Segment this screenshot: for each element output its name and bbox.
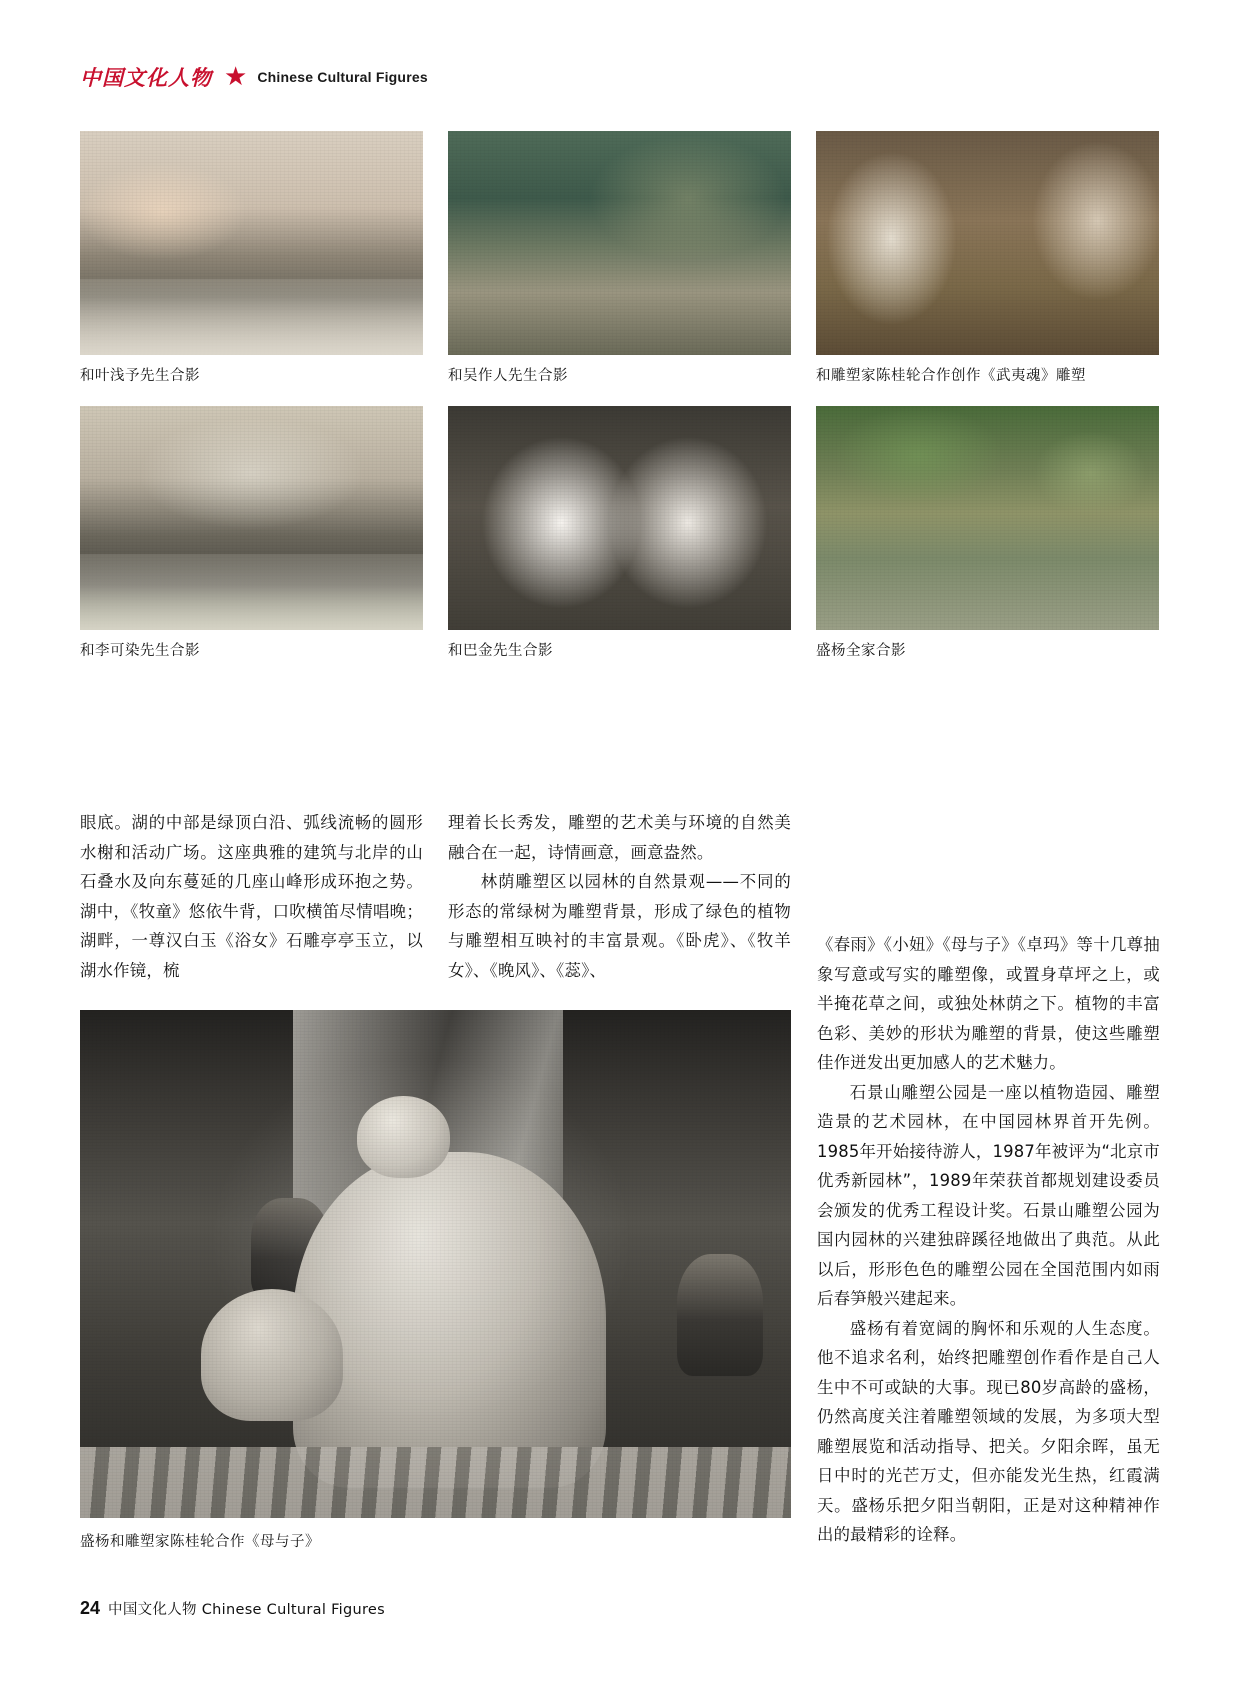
photo-wu-zuoren: [448, 131, 791, 355]
photo-texture: [448, 406, 791, 630]
paragraph: 《春雨》《小妞》《母与子》《卓玛》等十几尊抽象写意或写实的雕塑像，或置身草坪之上，或半掩花草之间，或独处林荫之下。植物的丰富色彩、美妙的形状为雕塑的背景，使这些雕塑佳作迸发出更加感人的艺术魅力。: [817, 935, 1160, 1072]
photo-caption: 和巴金先生合影: [448, 643, 553, 660]
page-footer: [80, 1598, 385, 1619]
column-middle: [448, 808, 791, 985]
paragraph: 林荫雕塑区以园林的自然景观——不同的形态的常绿树为雕塑背景，形成了绿色的植物与雕塑相互映衬的丰富景观。《卧虎》、《牧羊女》、《晚风》、《蕊》、: [448, 872, 791, 980]
paragraph: 理着长长秀发，雕塑的艺术美与环境的自然美融合在一起，诗情画意，画意盎然。: [448, 813, 791, 862]
photo-ye-qianyu: [80, 131, 423, 355]
photo-caption: 和叶浅予先生合影: [80, 368, 200, 384]
photo-texture: [80, 1010, 791, 1518]
paragraph: 盛杨有着宽阔的胸怀和乐观的人生态度。他不追求名利，始终把雕塑创作看作是自己人生中不可或缺的大事。现已80岁高龄的盛杨，仍然高度关注着雕塑领域的发展，为多项大型雕塑展览和活动指导、把关。夕阳余晖，虽无日中时的光芒万丈，但亦能发光生热，红霞满天。盛杨乐把夕阳当朝阳，正是对这种精神作出的最精彩的诠释。: [817, 1318, 1160, 1544]
feature-photo-block: [80, 1010, 791, 1551]
photo-texture: [816, 406, 1159, 630]
photo-cell: [816, 406, 1159, 661]
photo-texture: [80, 131, 423, 355]
photo-row-second: [80, 406, 1160, 661]
photo-row-top: [80, 131, 1160, 386]
photo-li-keran: [80, 406, 423, 630]
feature-photo-caption: 盛杨和雕塑家陈桂轮合作《母与子》: [80, 1534, 320, 1550]
photo-cell: [816, 131, 1159, 386]
photo-caption: 和李可染先生合影: [80, 643, 200, 660]
masthead: [80, 62, 428, 92]
paragraph: 石景山雕塑公园是一座以植物造园、雕塑造景的艺术园林，在中国园林界首开先例。1985年开始接待游人，1987年被评为“北京市优秀新园林”，1989年荣获首都规划建设委员会颁发的优秀工程设计奖。石景山雕塑公园为国内园林的兴建独辟蹊径地做出了典范。从此以后，形形色色的雕塑公园在全国范围内如雨后春笋般兴建起来。: [817, 1082, 1160, 1308]
masthead-chinese-title: 中国文化人物: [80, 66, 212, 90]
footer-title: 中国文化人物 Chinese Cultural Figures: [108, 1602, 386, 1618]
page-number: 24: [80, 1598, 101, 1618]
column-right: [817, 930, 1160, 1550]
star-icon: ★: [224, 62, 248, 92]
paragraph: 眼底。湖的中部是绿顶白沿、弧线流畅的圆形水榭和活动广场。这座典雅的建筑与北岸的山石叠水及向东蔓延的几座山峰形成环抱之势。湖中，《牧童》悠依牛背，口吹横笛尽情唱晚；湖畔，一尊汉白玉《浴女》石雕亭亭玉立，以湖水作镜，梳: [80, 813, 423, 980]
photo-wuyi-soul-sculpture: [816, 131, 1159, 355]
photo-texture: [816, 131, 1159, 355]
photo-caption: 和雕塑家陈桂轮合作创作《武夷魂》雕塑: [816, 368, 1086, 384]
photo-mother-and-child-sculpture: [80, 1010, 791, 1518]
photo-cell: [448, 131, 791, 386]
column-left: [80, 808, 423, 985]
photo-texture: [448, 131, 791, 355]
photo-cell: [448, 406, 791, 661]
photo-texture: [80, 406, 423, 630]
photo-grid: [80, 131, 1160, 682]
masthead-english-title: Chinese Cultural Figures: [257, 69, 428, 85]
photo-caption: 盛杨全家合影: [816, 643, 906, 660]
photo-ba-jin: [448, 406, 791, 630]
photo-cell: [80, 406, 423, 661]
photo-family: [816, 406, 1159, 630]
photo-cell: [80, 131, 423, 386]
photo-caption: 和吴作人先生合影: [448, 368, 568, 384]
